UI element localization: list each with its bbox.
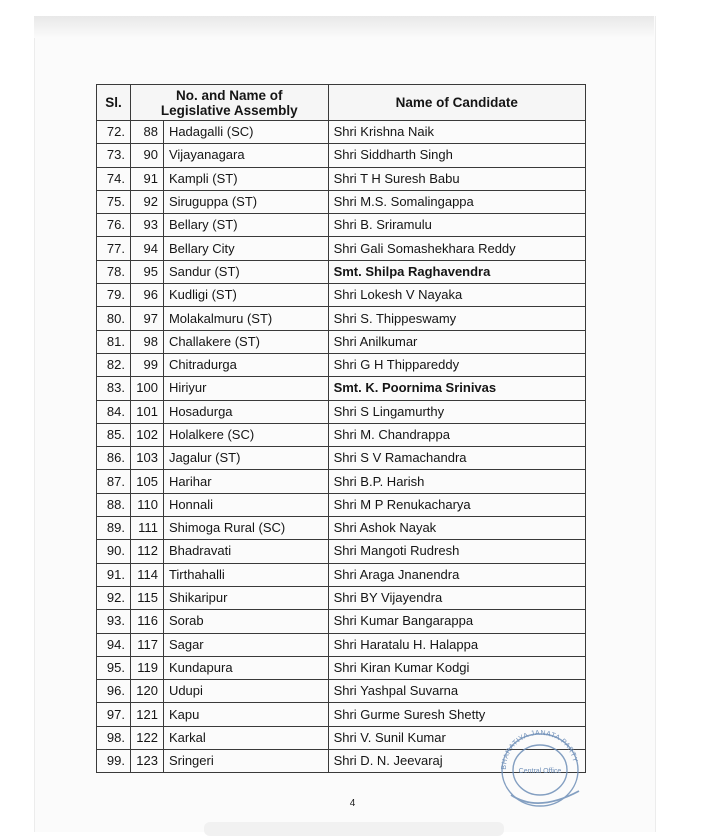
table-row (97, 656, 586, 679)
stamp-inner-text: Central Office (518, 768, 562, 775)
row-candidate-name: Shri M. Chandrappa (328, 423, 585, 446)
table-row (97, 423, 586, 446)
row-assembly-number: 99 (130, 353, 163, 376)
row-assembly-name: Kampli (ST) (163, 167, 328, 190)
row-serial-number: 77. (97, 237, 131, 260)
row-assembly-name: Sandur (ST) (163, 260, 328, 283)
row-assembly-name: Hosadurga (163, 400, 328, 423)
row-serial-number: 83. (97, 377, 131, 400)
row-candidate-name: Shri B. Sriramulu (328, 214, 585, 237)
row-assembly-name: Sagar (163, 633, 328, 656)
row-assembly-number: 105 (130, 470, 163, 493)
row-candidate-name: Shri V. Sunil Kumar (328, 726, 585, 749)
row-candidate-name: Shri M P Renukacharya (328, 493, 585, 516)
row-assembly-name: Bellary City (163, 237, 328, 260)
row-serial-number: 80. (97, 307, 131, 330)
row-assembly-number: 91 (130, 167, 163, 190)
table-row (97, 167, 586, 190)
row-candidate-name: Shri Krishna Naik (328, 121, 585, 144)
row-assembly-name: Udupi (163, 680, 328, 703)
row-candidate-name: Shri Lokesh V Nayaka (328, 284, 585, 307)
row-candidate-name: Shri Gali Somashekhara Reddy (328, 237, 585, 260)
row-assembly-number: 112 (130, 540, 163, 563)
row-candidate-name: Shri S V Ramachandra (328, 447, 585, 470)
header-sl: Sl. (97, 85, 131, 121)
row-serial-number: 88. (97, 493, 131, 516)
stamp-outer-text: BHARATIYA JANATA PARTY (500, 729, 579, 770)
table-row (97, 586, 586, 609)
table-row (97, 307, 586, 330)
row-serial-number: 73. (97, 144, 131, 167)
row-assembly-name: Kapu (163, 703, 328, 726)
row-assembly-number: 90 (130, 144, 163, 167)
row-assembly-number: 121 (130, 703, 163, 726)
header-candidate: Name of Candidate (328, 85, 585, 121)
scan-shadow (34, 16, 654, 38)
row-serial-number: 81. (97, 330, 131, 353)
row-serial-number: 79. (97, 284, 131, 307)
row-candidate-name: Shri M.S. Somalingappa (328, 190, 585, 213)
row-assembly-name: Sorab (163, 610, 328, 633)
row-candidate-name: Shri Mangoti Rudresh (328, 540, 585, 563)
row-assembly-number: 115 (130, 586, 163, 609)
row-assembly-name: Bhadravati (163, 540, 328, 563)
row-candidate-name: Shri T H Suresh Babu (328, 167, 585, 190)
row-assembly-number: 94 (130, 237, 163, 260)
page-number: 4 (349, 798, 356, 809)
row-assembly-name: Hadagalli (SC) (163, 121, 328, 144)
table-row (97, 284, 586, 307)
table-row (97, 144, 586, 167)
row-assembly-number: 116 (130, 610, 163, 633)
row-candidate-name: Shri Gurme Suresh Shetty (328, 703, 585, 726)
row-candidate-name: Shri S. Thippeswamy (328, 307, 585, 330)
table-body (97, 121, 586, 773)
table-row (97, 237, 586, 260)
row-candidate-name: Shri Yashpal Suvarna (328, 680, 585, 703)
row-assembly-number: 97 (130, 307, 163, 330)
table-row (97, 377, 586, 400)
table-row (97, 353, 586, 376)
row-assembly-number: 93 (130, 214, 163, 237)
row-assembly-name: Challakere (ST) (163, 330, 328, 353)
row-assembly-number: 110 (130, 493, 163, 516)
row-candidate-name: Shri Araga Jnanendra (328, 563, 585, 586)
row-assembly-name: Bellary (ST) (163, 214, 328, 237)
table-row (97, 330, 586, 353)
table-header-row (97, 85, 586, 121)
row-serial-number: 96. (97, 680, 131, 703)
table-row (97, 680, 586, 703)
table-row (97, 470, 586, 493)
row-serial-number: 99. (97, 750, 131, 773)
row-candidate-name: Shri G H Thippareddy (328, 353, 585, 376)
row-serial-number: 74. (97, 167, 131, 190)
row-candidate-name: Smt. K. Poornima Srinivas (328, 377, 585, 400)
row-assembly-name: Shikaripur (163, 586, 328, 609)
row-candidate-name: Shri Haratalu H. Halappa (328, 633, 585, 656)
row-serial-number: 86. (97, 447, 131, 470)
row-assembly-name: Honnali (163, 493, 328, 516)
header-assembly-line2: Legislative Assembly (160, 102, 298, 118)
row-serial-number: 72. (97, 121, 131, 144)
row-assembly-name: Shimoga Rural (SC) (163, 517, 328, 540)
row-assembly-number: 120 (130, 680, 163, 703)
row-assembly-number: 98 (130, 330, 163, 353)
row-assembly-number: 123 (130, 750, 163, 773)
table-row (97, 540, 586, 563)
row-assembly-number: 92 (130, 190, 163, 213)
table-row (97, 121, 586, 144)
row-assembly-name: Hiriyur (163, 377, 328, 400)
row-assembly-name: Molakalmuru (ST) (163, 307, 328, 330)
table-row (97, 703, 586, 726)
row-serial-number: 91. (97, 563, 131, 586)
table-row (97, 517, 586, 540)
row-serial-number: 82. (97, 353, 131, 376)
row-assembly-number: 111 (130, 517, 163, 540)
row-serial-number: 92. (97, 586, 131, 609)
table-row (97, 214, 586, 237)
row-assembly-number: 96 (130, 284, 163, 307)
row-serial-number: 85. (97, 423, 131, 446)
row-candidate-name: Shri Ashok Nayak (328, 517, 585, 540)
row-assembly-name: Siruguppa (ST) (163, 190, 328, 213)
row-serial-number: 98. (97, 726, 131, 749)
row-assembly-number: 88 (130, 121, 163, 144)
row-assembly-name: Tirthahalli (163, 563, 328, 586)
table-row (97, 190, 586, 213)
row-serial-number: 78. (97, 260, 131, 283)
row-candidate-name: Shri Anilkumar (328, 330, 585, 353)
scan-bottom-band (204, 822, 504, 836)
row-candidate-name: Shri Siddharth Singh (328, 144, 585, 167)
row-assembly-name: Karkal (163, 726, 328, 749)
row-assembly-number: 117 (130, 633, 163, 656)
row-assembly-number: 100 (130, 377, 163, 400)
row-candidate-name: Shri D. N. Jeevaraj (328, 750, 585, 773)
row-serial-number: 94. (97, 633, 131, 656)
row-serial-number: 75. (97, 190, 131, 213)
table-row (97, 493, 586, 516)
row-serial-number: 97. (97, 703, 131, 726)
header-assembly-line1: No. and Name of (176, 87, 283, 103)
row-assembly-name: Kudligi (ST) (163, 284, 328, 307)
row-assembly-number: 114 (130, 563, 163, 586)
row-serial-number: 87. (97, 470, 131, 493)
row-assembly-name: Jagalur (ST) (163, 447, 328, 470)
row-assembly-number: 103 (130, 447, 163, 470)
row-assembly-name: Harihar (163, 470, 328, 493)
row-serial-number: 84. (97, 400, 131, 423)
table-row (97, 563, 586, 586)
row-assembly-name: Kundapura (163, 656, 328, 679)
row-assembly-name: Chitradurga (163, 353, 328, 376)
table-row (97, 400, 586, 423)
row-assembly-number: 101 (130, 400, 163, 423)
table-row (97, 447, 586, 470)
row-serial-number: 89. (97, 517, 131, 540)
row-candidate-name: Shri Kiran Kumar Kodgi (328, 656, 585, 679)
row-assembly-number: 102 (130, 423, 163, 446)
row-assembly-name: Vijayanagara (163, 144, 328, 167)
row-candidate-name: Smt. Shilpa Raghavendra (328, 260, 585, 283)
row-serial-number: 95. (97, 656, 131, 679)
row-serial-number: 93. (97, 610, 131, 633)
row-assembly-number: 122 (130, 726, 163, 749)
row-serial-number: 90. (97, 540, 131, 563)
row-serial-number: 76. (97, 214, 131, 237)
header-assembly (130, 85, 328, 121)
row-assembly-number: 95 (130, 260, 163, 283)
table-row (97, 633, 586, 656)
row-candidate-name: Shri Kumar Bangarappa (328, 610, 585, 633)
row-assembly-name: Sringeri (163, 750, 328, 773)
table-row (97, 610, 586, 633)
row-candidate-name: Shri B.P. Harish (328, 470, 585, 493)
row-assembly-name: Holalkere (SC) (163, 423, 328, 446)
row-assembly-number: 119 (130, 656, 163, 679)
row-candidate-name: Shri S Lingamurthy (328, 400, 585, 423)
candidate-table (96, 84, 586, 773)
table-row (97, 260, 586, 283)
row-candidate-name: Shri BY Vijayendra (328, 586, 585, 609)
